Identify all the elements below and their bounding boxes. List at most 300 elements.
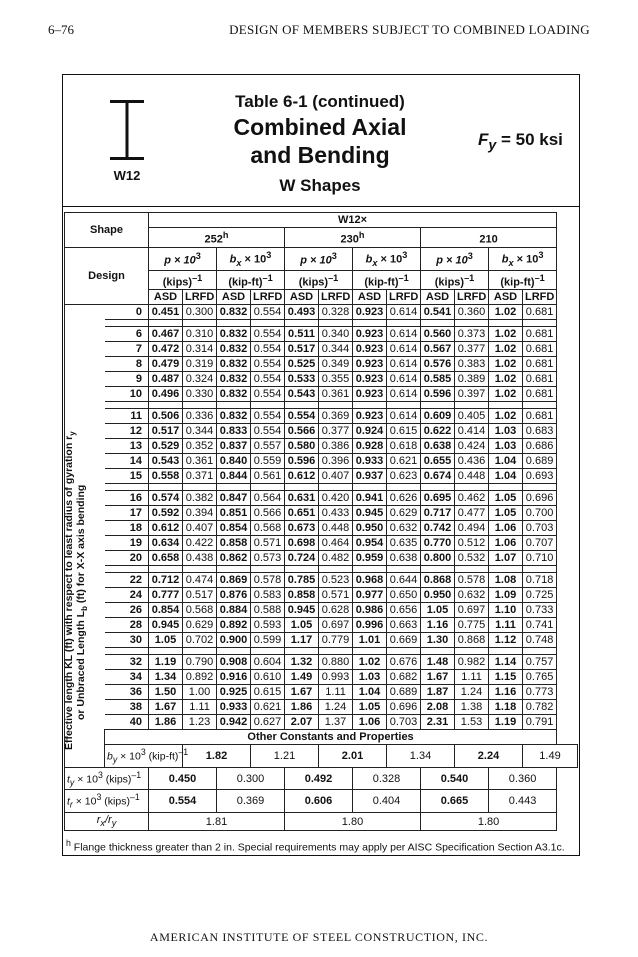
constant-unit: (kips) <box>101 795 130 808</box>
value-cell: 0.638 <box>387 551 421 566</box>
value-cell: 0.628 <box>319 603 353 618</box>
gap-cell <box>387 402 421 409</box>
value-cell: 0.494 <box>455 521 489 536</box>
param-b-exp: 3 <box>402 249 408 260</box>
table-row <box>65 424 578 439</box>
constant-value: 0.404 <box>353 790 421 813</box>
value-cell: 0.615 <box>387 424 421 439</box>
param-p-exp: 3 <box>331 251 337 262</box>
value-cell: 1.38 <box>455 700 489 715</box>
constant-value: 2.01 <box>319 745 387 768</box>
value-cell: 0.394 <box>183 506 217 521</box>
param-p-exp: 3 <box>195 251 201 262</box>
constant-value: 0.492 <box>285 767 353 790</box>
value-cell: 0.566 <box>285 424 319 439</box>
param-b-rest: × 10 <box>377 253 403 266</box>
publisher-footer: AMERICAN INSTITUTE OF STEEL CONSTRUCTION, INC. <box>149 930 489 944</box>
value-cell: 0.742 <box>421 521 455 536</box>
value-cell: 0.517 <box>183 588 217 603</box>
value-cell: 0.698 <box>285 536 319 551</box>
gap-cell <box>251 566 285 573</box>
fy-value: = 50 ksi <box>496 130 563 149</box>
gap-kl <box>105 320 149 327</box>
lrfd-header: LRFD <box>319 290 353 305</box>
kl-value: 28 <box>105 618 149 633</box>
param-b-text: b <box>229 253 237 266</box>
value-cell: 0.923 <box>353 372 387 387</box>
value-cell: 0.696 <box>387 700 421 715</box>
kl-value: 30 <box>105 633 149 648</box>
value-cell: 0.609 <box>421 409 455 424</box>
value-cell: 0.629 <box>183 618 217 633</box>
value-cell: 0.673 <box>285 521 319 536</box>
value-cell: 0.568 <box>251 521 285 536</box>
axis-label-cell <box>65 305 105 768</box>
value-cell: 0.632 <box>387 521 421 536</box>
value-cell: 0.937 <box>353 469 387 484</box>
value-cell: 0.634 <box>149 536 183 551</box>
value-cell: 0.854 <box>217 521 251 536</box>
constant-value: 0.360 <box>489 767 557 790</box>
gap-cell <box>319 566 353 573</box>
value-cell: 0.618 <box>387 439 421 454</box>
constant-rest: × 10 <box>72 795 97 808</box>
constant-unit-exp: –1 <box>178 747 189 758</box>
value-cell: 1.02 <box>489 342 523 357</box>
value-cell: 1.02 <box>489 372 523 387</box>
value-cell: 1.18 <box>489 700 523 715</box>
unit-p-exp: –1 <box>192 272 203 283</box>
value-cell: 0.993 <box>319 670 353 685</box>
unit-b-header <box>217 270 285 290</box>
value-cell: 0.496 <box>149 387 183 402</box>
value-cell: 0.310 <box>183 327 217 342</box>
constant-value: 1.21 <box>251 745 319 768</box>
value-cell: 0.840 <box>217 454 251 469</box>
gap-cell <box>523 320 557 327</box>
kl-value: 19 <box>105 536 149 551</box>
value-cell: 0.900 <box>217 633 251 648</box>
value-cell: 0.543 <box>285 387 319 402</box>
value-cell: 0.681 <box>523 409 557 424</box>
value-cell: 0.554 <box>251 327 285 342</box>
value-cell: 0.389 <box>455 372 489 387</box>
value-cell: 0.733 <box>523 603 557 618</box>
gap-cell <box>421 402 455 409</box>
value-cell: 1.15 <box>489 670 523 685</box>
value-cell: 1.30 <box>421 633 455 648</box>
value-cell: 0.862 <box>217 551 251 566</box>
constant-symbol: t <box>67 795 70 808</box>
value-cell: 1.48 <box>421 655 455 670</box>
value-cell: 0.854 <box>149 603 183 618</box>
value-cell: 0.892 <box>183 670 217 685</box>
value-cell: 0.604 <box>251 655 285 670</box>
value-cell: 0.554 <box>251 372 285 387</box>
value-cell: 1.24 <box>455 685 489 700</box>
value-cell: 0.775 <box>455 618 489 633</box>
constant-exp: 3 <box>97 769 103 780</box>
value-cell: 0.669 <box>387 633 421 648</box>
value-cell: 0.344 <box>319 342 353 357</box>
value-cell: 0.554 <box>251 387 285 402</box>
value-cell: 0.554 <box>251 357 285 372</box>
ratio-row <box>65 812 578 830</box>
gap-cell <box>149 648 183 655</box>
value-cell: 0.386 <box>319 439 353 454</box>
wide-flange-section-icon <box>110 100 144 160</box>
value-cell: 0.314 <box>183 342 217 357</box>
param-b-text: b <box>365 253 373 266</box>
title-line-3: and Bending <box>250 142 390 168</box>
gap-cell <box>149 484 183 491</box>
gap-cell <box>285 566 319 573</box>
unit-b-header <box>353 270 421 290</box>
ratio-value: 1.80 <box>421 812 557 830</box>
value-cell: 0.487 <box>149 372 183 387</box>
gap-kl <box>105 566 149 573</box>
param-p-exp: 3 <box>467 251 473 262</box>
constant-value: 0.665 <box>421 790 489 813</box>
unit-b-text: (kip-ft) <box>364 276 399 289</box>
value-cell: 0.837 <box>217 439 251 454</box>
table-row <box>65 357 578 372</box>
value-cell: 0.942 <box>217 715 251 730</box>
value-cell: 0.945 <box>149 618 183 633</box>
gap-cell <box>149 566 183 573</box>
value-cell: 2.08 <box>421 700 455 715</box>
gap-cell <box>353 484 387 491</box>
constant-sub: y <box>112 754 118 765</box>
unit-p-text: (kips) <box>162 276 193 289</box>
value-cell: 0.564 <box>251 491 285 506</box>
table-row <box>65 618 578 633</box>
value-cell: 0.923 <box>353 357 387 372</box>
value-cell: 0.612 <box>285 469 319 484</box>
gap-cell <box>489 320 523 327</box>
value-cell: 0.622 <box>421 424 455 439</box>
gap-cell <box>421 566 455 573</box>
value-cell: 0.615 <box>251 685 285 700</box>
group-gap <box>65 648 578 655</box>
value-cell: 0.696 <box>523 491 557 506</box>
value-cell: 0.950 <box>421 588 455 603</box>
kl-value: 24 <box>105 588 149 603</box>
value-cell: 1.17 <box>285 633 319 648</box>
value-cell: 0.923 <box>353 342 387 357</box>
axis-label-line1-text: Effective length KL (ft) with respect to least radius of gyration r <box>63 435 75 750</box>
lrfd-header: LRFD <box>455 290 489 305</box>
constants-row <box>65 767 578 790</box>
constants-title: Other Constants and Properties <box>105 730 557 745</box>
value-cell: 0.697 <box>455 603 489 618</box>
gap-cell <box>149 320 183 327</box>
gap-cell <box>455 566 489 573</box>
value-cell: 0.361 <box>183 454 217 469</box>
value-cell: 0.405 <box>455 409 489 424</box>
value-cell: 1.04 <box>353 685 387 700</box>
asd-header: ASD <box>217 290 251 305</box>
asd-header: ASD <box>149 290 183 305</box>
ratio-sub-x: x <box>100 818 105 829</box>
value-cell: 1.19 <box>149 655 183 670</box>
kl-value: 10 <box>105 387 149 402</box>
value-cell: 0.599 <box>251 633 285 648</box>
gap-cell <box>421 320 455 327</box>
value-cell: 0.355 <box>319 372 353 387</box>
value-cell: 1.16 <box>421 618 455 633</box>
value-cell: 0.632 <box>455 588 489 603</box>
value-cell: 1.03 <box>353 670 387 685</box>
kl-value: 17 <box>105 506 149 521</box>
value-cell: 2.07 <box>285 715 319 730</box>
value-cell: 0.923 <box>353 327 387 342</box>
gap-cell <box>217 484 251 491</box>
value-cell: 0.352 <box>183 439 217 454</box>
gap-cell <box>489 648 523 655</box>
value-cell: 0.525 <box>285 357 319 372</box>
value-cell: 0.467 <box>149 327 183 342</box>
gap-cell <box>149 402 183 409</box>
value-cell: 0.451 <box>149 305 183 320</box>
value-cell: 0.928 <box>353 439 387 454</box>
constants-row <box>65 745 578 768</box>
table-row <box>65 372 578 387</box>
value-cell: 1.11 <box>489 618 523 633</box>
value-cell: 0.436 <box>455 454 489 469</box>
value-cell: 0.627 <box>251 715 285 730</box>
value-cell: 0.554 <box>251 409 285 424</box>
value-cell: 1.00 <box>183 685 217 700</box>
value-cell: 0.884 <box>217 603 251 618</box>
gap-cell <box>523 402 557 409</box>
value-cell: 0.369 <box>319 409 353 424</box>
value-cell: 1.06 <box>489 521 523 536</box>
value-cell: 0.349 <box>319 357 353 372</box>
gap-cell <box>251 320 285 327</box>
value-cell: 0.482 <box>319 551 353 566</box>
value-cell: 0.472 <box>149 342 183 357</box>
ratio-mid: /r <box>104 813 112 826</box>
value-cell: 0.941 <box>353 491 387 506</box>
value-cell: 0.693 <box>523 469 557 484</box>
value-cell: 0.360 <box>455 305 489 320</box>
value-cell: 0.554 <box>251 342 285 357</box>
value-cell: 0.593 <box>251 618 285 633</box>
value-cell: 1.12 <box>489 633 523 648</box>
value-cell: 0.424 <box>455 439 489 454</box>
section-superscript: h <box>358 230 365 240</box>
value-cell: 1.04 <box>489 469 523 484</box>
table-row <box>65 536 578 551</box>
value-cell: 0.324 <box>183 372 217 387</box>
group-gap <box>65 320 578 327</box>
value-cell: 1.05 <box>421 603 455 618</box>
unit-p-exp: –1 <box>328 272 339 283</box>
constant-sub: y <box>69 777 75 788</box>
value-cell: 0.448 <box>319 521 353 536</box>
value-cell: 0.396 <box>319 454 353 469</box>
value-cell: 0.663 <box>387 618 421 633</box>
value-cell: 0.474 <box>183 573 217 588</box>
unit-b-header <box>489 270 557 290</box>
constant-label <box>65 767 149 790</box>
value-cell: 0.656 <box>387 603 421 618</box>
param-b-sub: x <box>236 257 242 268</box>
value-cell: 0.623 <box>387 469 421 484</box>
constant-label <box>105 745 189 768</box>
kl-value: 26 <box>105 603 149 618</box>
value-cell: 0.383 <box>455 357 489 372</box>
lrfd-header: LRFD <box>523 290 557 305</box>
value-cell: 0.681 <box>523 327 557 342</box>
value-cell: 1.32 <box>285 655 319 670</box>
param-b-header <box>353 247 421 270</box>
header-row-family <box>65 213 578 228</box>
gap-kl <box>105 648 149 655</box>
gap-cell <box>217 320 251 327</box>
gap-cell <box>285 402 319 409</box>
value-cell: 1.23 <box>183 715 217 730</box>
value-cell: 0.923 <box>353 305 387 320</box>
value-cell: 0.635 <box>387 536 421 551</box>
constant-sub: r <box>69 799 73 810</box>
param-p-header <box>421 247 489 270</box>
gap-cell <box>183 402 217 409</box>
table-row <box>65 633 578 648</box>
value-cell: 1.08 <box>489 573 523 588</box>
value-cell: 0.361 <box>319 387 353 402</box>
value-cell: 0.689 <box>523 454 557 469</box>
header-row-params <box>65 247 578 270</box>
value-cell: 1.11 <box>455 670 489 685</box>
value-cell: 0.681 <box>523 387 557 402</box>
value-cell: 0.791 <box>523 715 557 730</box>
value-cell: 1.05 <box>489 491 523 506</box>
value-cell: 0.847 <box>217 491 251 506</box>
value-cell: 0.574 <box>149 491 183 506</box>
constant-unit-exp: –1 <box>131 769 142 780</box>
value-cell: 1.53 <box>455 715 489 730</box>
kl-value: 9 <box>105 372 149 387</box>
gap-cell <box>319 648 353 655</box>
value-cell: 0.561 <box>251 469 285 484</box>
table-row <box>65 469 578 484</box>
gap-cell <box>455 320 489 327</box>
gap-cell <box>251 648 285 655</box>
footnote-text: Flange thickness greater than 2 in. Special requirements may apply per AISC Specification Section A3.1c. <box>70 841 565 854</box>
section-header <box>149 228 285 248</box>
value-cell: 0.712 <box>149 573 183 588</box>
gap-cell <box>387 566 421 573</box>
constant-unit: (kip-ft) <box>145 750 179 763</box>
value-cell: 0.982 <box>455 655 489 670</box>
table-row <box>65 700 578 715</box>
value-cell: 0.703 <box>523 521 557 536</box>
value-cell: 0.344 <box>183 424 217 439</box>
asd-header: ASD <box>353 290 387 305</box>
value-cell: 2.31 <box>421 715 455 730</box>
value-cell: 0.832 <box>217 387 251 402</box>
constant-value: 0.443 <box>489 790 557 813</box>
value-cell: 1.03 <box>489 439 523 454</box>
footnote <box>66 838 565 854</box>
value-cell: 0.695 <box>421 491 455 506</box>
table-title <box>200 92 440 196</box>
value-cell: 0.541 <box>421 305 455 320</box>
value-cell: 0.571 <box>251 536 285 551</box>
gap-cell <box>489 484 523 491</box>
yield-strength <box>478 130 563 153</box>
ratio-value: 1.80 <box>285 812 421 830</box>
value-cell: 0.629 <box>387 506 421 521</box>
value-cell: 0.681 <box>523 372 557 387</box>
value-cell: 1.19 <box>489 715 523 730</box>
gap-kl <box>105 484 149 491</box>
gap-cell <box>285 648 319 655</box>
value-cell: 0.851 <box>217 506 251 521</box>
value-cell: 0.557 <box>251 439 285 454</box>
gap-cell <box>523 648 557 655</box>
unit-b-exp: –1 <box>262 272 273 283</box>
table-row <box>65 521 578 536</box>
section-name: 210 <box>479 233 498 246</box>
value-cell: 0.725 <box>523 588 557 603</box>
constants-title-row <box>65 730 578 745</box>
value-cell: 0.697 <box>319 618 353 633</box>
value-cell: 1.86 <box>285 700 319 715</box>
gap-cell <box>285 484 319 491</box>
value-cell: 0.681 <box>523 342 557 357</box>
unit-p-text: (kips) <box>298 276 329 289</box>
value-cell: 0.832 <box>217 372 251 387</box>
value-cell: 1.87 <box>421 685 455 700</box>
value-cell: 0.573 <box>251 551 285 566</box>
value-cell: 0.588 <box>251 603 285 618</box>
value-cell: 0.924 <box>353 424 387 439</box>
param-p-header <box>285 247 353 270</box>
table-row <box>65 603 578 618</box>
table-row <box>65 439 578 454</box>
title-line-4: W Shapes <box>279 176 361 195</box>
value-cell: 0.638 <box>421 439 455 454</box>
value-cell: 1.16 <box>489 685 523 700</box>
constant-unit: (kips) <box>102 773 132 786</box>
value-cell: 1.02 <box>489 327 523 342</box>
value-cell: 0.543 <box>149 454 183 469</box>
value-cell: 0.686 <box>523 439 557 454</box>
table-row <box>65 655 578 670</box>
value-cell: 0.868 <box>421 573 455 588</box>
shape-header: Shape <box>65 213 149 248</box>
value-cell: 1.10 <box>489 603 523 618</box>
value-cell: 0.614 <box>387 342 421 357</box>
constant-value: 0.369 <box>217 790 285 813</box>
gap-cell <box>455 402 489 409</box>
value-cell: 0.923 <box>353 387 387 402</box>
family-header: W12× <box>149 213 557 228</box>
kl-value: 0 <box>105 305 149 320</box>
value-cell: 0.968 <box>353 573 387 588</box>
section-superscript: h <box>222 230 229 240</box>
kl-value: 20 <box>105 551 149 566</box>
value-cell: 0.782 <box>523 700 557 715</box>
unit-p-exp: –1 <box>464 272 475 283</box>
kl-value: 18 <box>105 521 149 536</box>
value-cell: 0.566 <box>251 506 285 521</box>
value-cell: 0.328 <box>319 305 353 320</box>
value-cell: 0.592 <box>149 506 183 521</box>
